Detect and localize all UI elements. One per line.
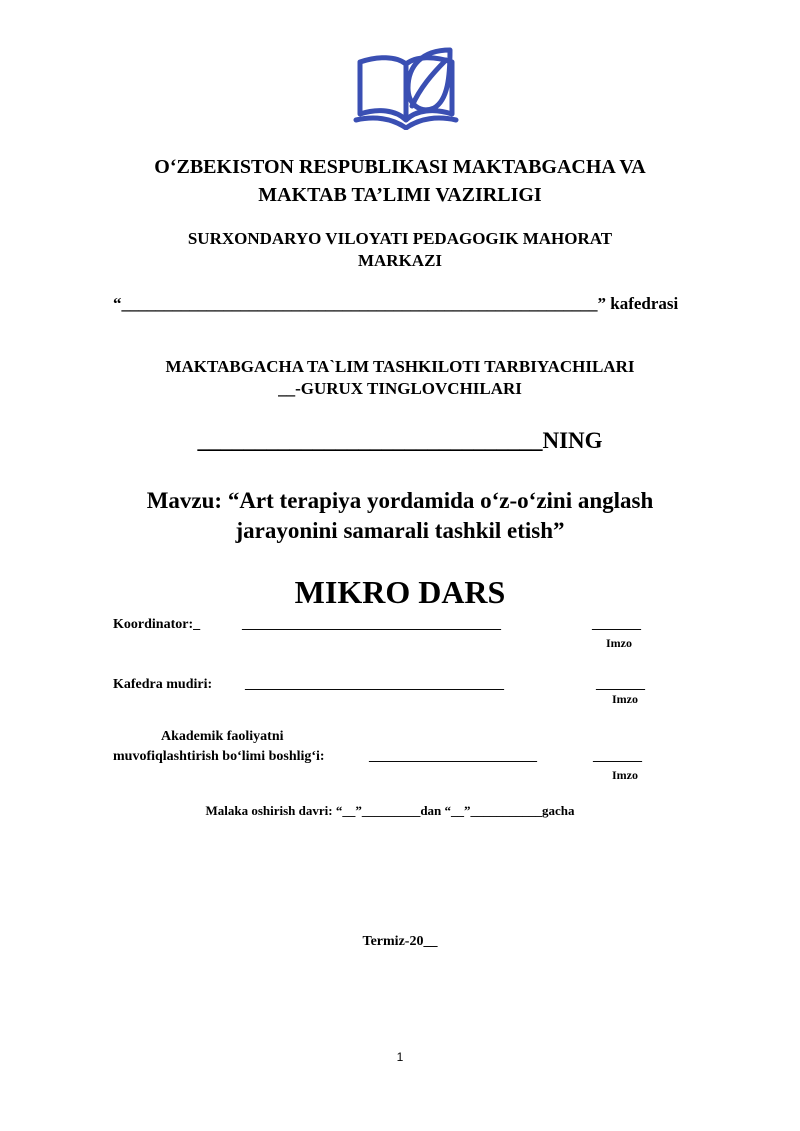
department-line: “________________________________________________________” kafedrasi bbox=[113, 294, 679, 313]
center-heading bbox=[0, 228, 800, 272]
training-period: Malaka oshirish davri: “__”_________dan “__”___________gacha bbox=[205, 803, 575, 818]
audience-line-1: MAKTABGACHA TA`LIM TASHKILOTI TARBIYACHILARI bbox=[165, 357, 635, 376]
head-label: Kafedra mudiri: bbox=[113, 677, 213, 692]
head-name-line: _____________________________________ bbox=[245, 677, 504, 692]
academic-name-line: ________________________ bbox=[369, 749, 537, 764]
topic-line-1: Mavzu: “Art terapiya yordamida o‘z-o‘zini anglash bbox=[146, 488, 654, 513]
coordinator-signature-caption: Imzo bbox=[606, 636, 632, 650]
coordinator-label: Koordinator:_ bbox=[113, 617, 201, 632]
academic-label-line-2: muvofiqlashtirish bo‘limi boshlig‘i: bbox=[113, 749, 325, 764]
center-line-1: SURXONDARYO VILOYATI PEDAGOGIK MAHORAT bbox=[187, 229, 613, 248]
topic-heading bbox=[0, 486, 800, 546]
open-book-leaf-icon bbox=[352, 42, 460, 130]
audience-heading bbox=[0, 356, 800, 400]
audience-line-2: __-GURUX TINGLOVCHILARI bbox=[278, 379, 522, 398]
coordinator-name-line: _____________________________________ bbox=[242, 617, 501, 632]
ministry-line-2: MAKTAB TA’LIMI VAZIRLIGI bbox=[258, 184, 542, 206]
name-line: ______________________________NING bbox=[197, 428, 603, 453]
page-number: 1 bbox=[396, 1050, 404, 1064]
academic-label-line-1: Akademik faoliyatni bbox=[161, 729, 284, 744]
topic-line-2: jarayonini samarali tashkil etish” bbox=[235, 518, 565, 543]
academic-signature-line: _______ bbox=[593, 749, 642, 764]
head-signature-caption: Imzo bbox=[612, 692, 638, 706]
city-year: Termiz-20__ bbox=[362, 934, 438, 949]
ministry-heading bbox=[0, 153, 800, 209]
head-signature-line: _______ bbox=[596, 677, 645, 692]
coordinator-signature-line: _______ bbox=[592, 617, 641, 632]
center-line-2: MARKAZI bbox=[357, 251, 443, 270]
document-title: MIKRO DARS bbox=[294, 574, 506, 610]
ministry-line-1: O‘ZBEKISTON RESPUBLIKASI MAKTABGACHA VA bbox=[154, 156, 646, 178]
academic-signature-caption: Imzo bbox=[612, 768, 638, 782]
